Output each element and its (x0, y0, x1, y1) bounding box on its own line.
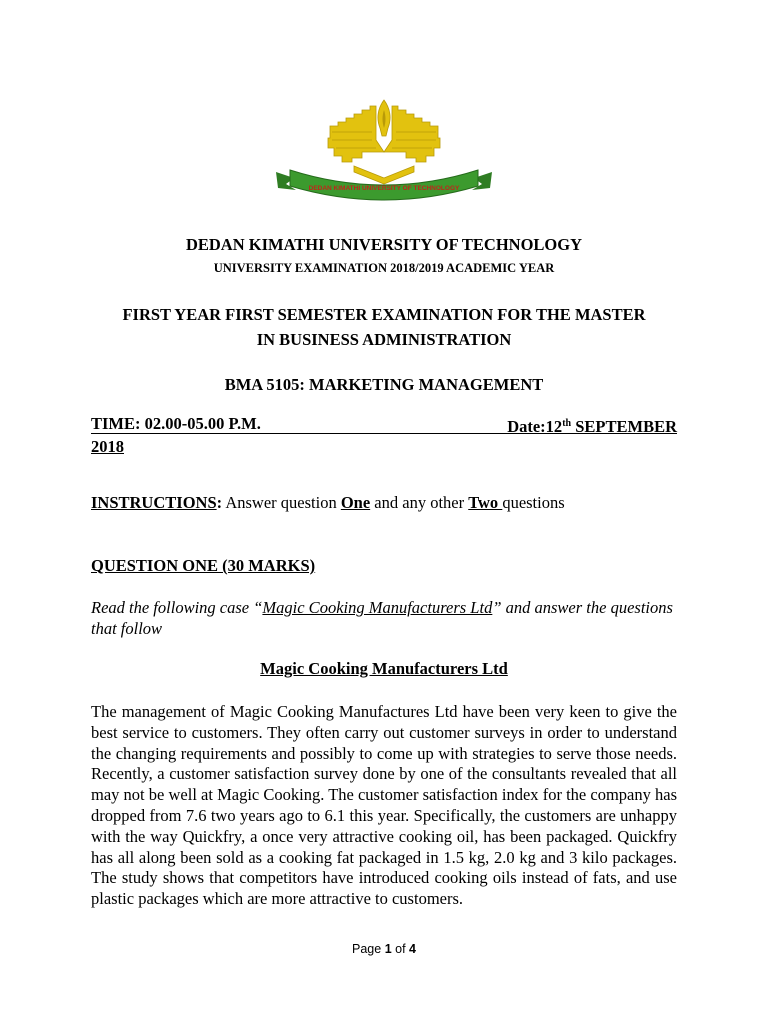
exam-title (0, 302, 768, 352)
exam-title-line2: IN BUSINESS ADMINISTRATION (256, 330, 512, 349)
logo-ribbon (276, 170, 492, 200)
page-footer: Page 1 of 4 (352, 942, 416, 956)
page-number: 1 (384, 942, 392, 956)
question-one-emphasis: One (340, 493, 371, 512)
question-two-emphasis: Two (468, 493, 503, 512)
university-logo (272, 96, 496, 204)
case-title: Magic Cooking Manufacturers Ltd (260, 659, 508, 678)
case-body-paragraph: The management of Magic Cooking Manufactures Ltd have been very keen to give the best service to customers. They often carry out customer surveys in order to understand the changing requirements and possibly to come up with strategies to serve those needs. Recently, a customer satisfaction survey done by one of the consultants revealed that all may not be well at Magic Cooking. The customer satisfaction index for the company has dropped from 7.6 two years ago to 6.1 this year. Specifically, the customers are unhappy with the way Quickfry, a once very attractive cooking oil, has been packaged. Quickfry has all along been sold as a cooking fat packaged in 1.5 kg, 2.0 kg and 3 kilo packages. The study shows that competitors have introduced cooking oils instead of fats, and use plastic packages which are more attractive to customers. (91, 702, 677, 909)
exam-year: UNIVERSITY EXAMINATION 2018/2019 ACADEMIC YEAR (213, 261, 555, 275)
logo-emblem (328, 100, 440, 184)
exam-title-line1: FIRST YEAR FIRST SEMESTER EXAMINATION FOR THE MASTER (122, 305, 646, 324)
university-name: DEDAN KIMATHI UNIVERSITY OF TECHNOLOGY (185, 235, 583, 254)
instructions: INSTRUCTIONS: Answer question One and any other Two questions (91, 493, 565, 512)
read-case-instruction: Read the following case “Magic Cooking Manufacturers Ltd” and answer the questions that follow (91, 598, 673, 638)
question-one-heading: QUESTION ONE (30 MARKS) (91, 556, 316, 575)
exam-year-value: 2018 (91, 437, 124, 456)
exam-date: Date:12th SEPTEMBER (507, 417, 677, 436)
course-title: BMA 5105: MARKETING MANAGEMENT (224, 375, 544, 394)
exam-time: TIME: 02.00-05.00 P.M. (91, 414, 261, 433)
logo-banner-text: DEDAN KIMATHI UNIVERSITY OF TECHNOLOGY (308, 185, 460, 192)
total-pages: 4 (409, 942, 416, 956)
case-name-reference: Magic Cooking Manufacturers Ltd (262, 598, 493, 617)
instructions-label: INSTRUCTIONS (91, 493, 217, 512)
time-date-row (91, 411, 677, 459)
